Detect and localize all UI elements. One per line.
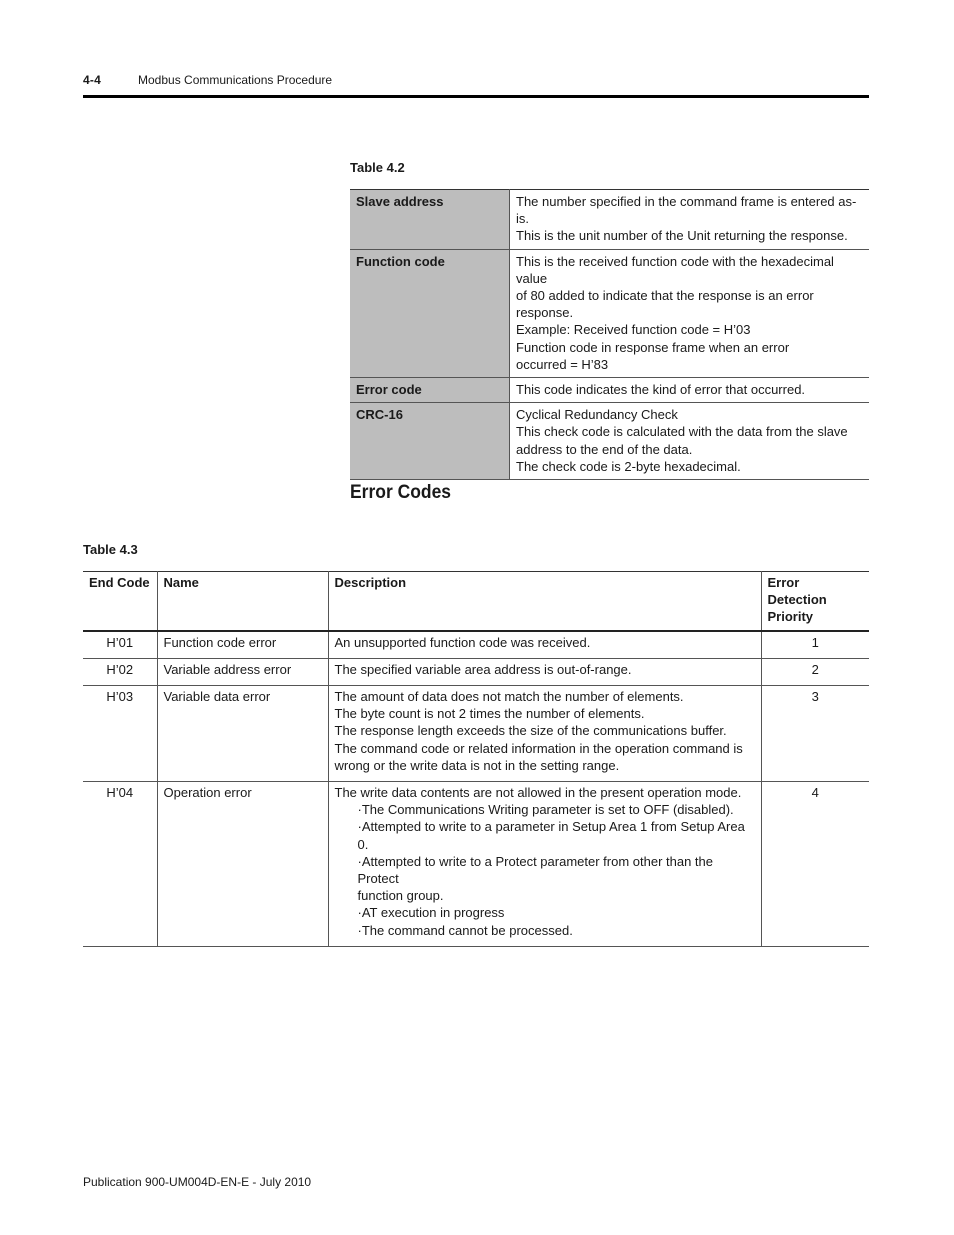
description-bullet: ·AT execution in progress (357, 905, 505, 921)
description-line: Example: Received function code = H’03 (516, 322, 751, 338)
end-code-cell: H’01 (83, 631, 157, 659)
row-description (510, 403, 870, 480)
description-line: wrong or the write data is not in the setting range. (334, 757, 620, 773)
description-line: This code indicates the kind of error that occurred. (516, 382, 806, 398)
description-bullet: function group. (357, 888, 444, 904)
header-rule (83, 95, 869, 98)
description-line: address to the end of the data. (516, 441, 693, 457)
end-code-cell: H’04 (83, 782, 157, 947)
header-description: Description (328, 572, 761, 631)
row-description (510, 378, 870, 403)
row-label: CRC-16 (350, 403, 510, 480)
description-line: The check code is 2-byte hexadecimal. (516, 458, 741, 474)
header-end-code: End Code (83, 572, 157, 631)
table-4-2 (350, 189, 869, 480)
description-line: This is the unit number of the Unit returning the response. (516, 228, 848, 244)
end-code-cell: H’02 (83, 658, 157, 685)
page-header (83, 73, 869, 93)
description-cell (328, 631, 761, 659)
description-line: The amount of data does not match the number of elements. (334, 689, 684, 705)
section-title: Modbus Communications Procedure (138, 73, 333, 87)
description-line: Cyclical Redundancy Check (516, 407, 678, 423)
table-row (350, 190, 869, 250)
table-row (350, 249, 869, 377)
table-row (83, 658, 869, 685)
table-row (83, 631, 869, 659)
table-row (350, 403, 869, 480)
priority-cell: 2 (761, 658, 869, 685)
description-line: This check code is calculated with the data from the slave (516, 424, 848, 440)
header-priority-line: Detection (767, 592, 827, 608)
header-priority-line: Priority (767, 609, 814, 625)
priority-cell: 4 (761, 782, 869, 947)
description-line: An unsupported function code was received. (334, 634, 591, 650)
name-cell: Variable data error (157, 686, 328, 782)
description-bullet: ·The command cannot be processed. (357, 922, 573, 938)
header-priority-line: Error (767, 575, 800, 590)
table-4-3-caption: Table 4.3 (83, 542, 138, 557)
row-description (510, 190, 870, 250)
description-line: The command code or related information in the operation command is (334, 740, 743, 756)
description-cell (328, 658, 761, 685)
row-label: Function code (350, 249, 510, 377)
name-cell: Function code error (157, 631, 328, 659)
end-code-cell: H’03 (83, 686, 157, 782)
publication-footer: Publication 900-UM004D-EN-E - July 2010 (83, 1175, 312, 1189)
description-line: Function code in response frame when an error (516, 339, 790, 355)
table-row (83, 686, 869, 782)
priority-cell: 1 (761, 631, 869, 659)
description-line: This is the received function code with the hexadecimal value (516, 253, 834, 286)
table-header-row (83, 572, 869, 631)
table-row (350, 378, 869, 403)
error-codes-heading: Error Codes (350, 482, 452, 503)
description-bullet: ·Attempted to write to a parameter in Setup Area 1 from Setup Area 0. (357, 819, 745, 852)
description-cell (328, 686, 761, 782)
name-cell: Operation error (157, 782, 328, 947)
description-line: of 80 added to indicate that the response is an error response. (516, 288, 814, 321)
table-row (83, 782, 869, 947)
table-4-3 (83, 571, 869, 947)
description-line: The write data contents are not allowed in the present operation mode. (334, 785, 742, 801)
row-description (510, 249, 870, 377)
description-line: The number specified in the command frame is entered as-is. (516, 194, 857, 227)
description-line: The specified variable area address is out-of-range. (334, 661, 632, 677)
description-bullet: ·The Communications Writing parameter is set to OFF (disabled). (357, 802, 734, 818)
description-cell (328, 782, 761, 947)
name-cell: Variable address error (157, 658, 328, 685)
table-4-2-caption: Table 4.2 (350, 160, 405, 175)
description-bullet: ·Attempted to write to a Protect parameter from other than the Protect (357, 853, 714, 887)
description-line: The byte count is not 2 times the number of elements. (334, 706, 645, 722)
row-label: Error code (350, 378, 510, 403)
description-line: occurred = H’83 (516, 356, 609, 372)
header-name: Name (157, 572, 328, 631)
priority-cell: 3 (761, 686, 869, 782)
page-number: 4-4 (83, 73, 101, 87)
header-priority (761, 572, 869, 631)
row-label: Slave address (350, 190, 510, 250)
description-line: The response length exceeds the size of the communications buffer. (334, 723, 727, 739)
